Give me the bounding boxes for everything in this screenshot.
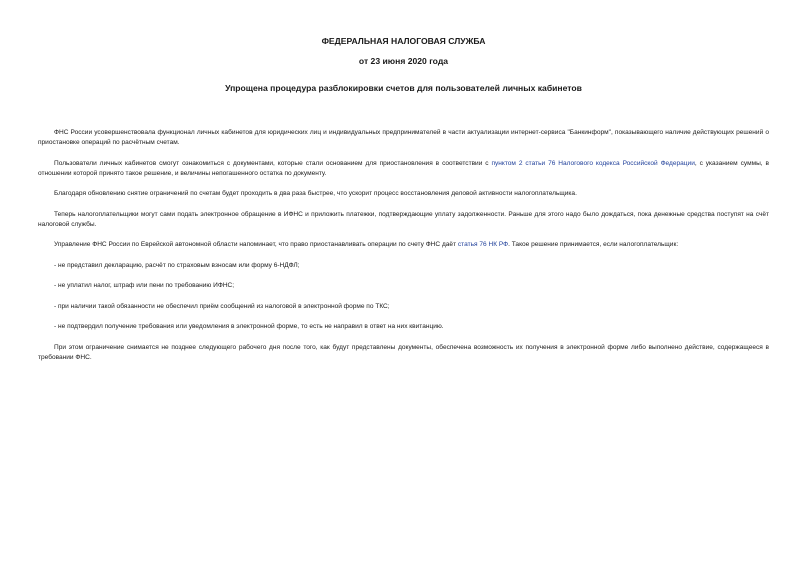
list-item-2: - не уплатил налог, штраф или пени по требованию ИФНС; [54,282,235,289]
tax-code-article-76-link[interactable]: статья 76 НК РФ [457,241,509,248]
paragraph-5-text-after: . Такое решение принимается, если налогоплательщик: [508,241,679,248]
paragraph-1: ФНС России усовершенствовала функционал личных кабинетов для юридических лиц и индивидуальных предпринимателей в части актуализации интернет-сервиса "Банкинформ", показывающего наличие действующих решений о приостановке операций по расчётным счетам. [38,129,769,146]
paragraph-5 [38,240,769,250]
document-body [38,128,769,363]
paragraph-2 [38,159,769,179]
tax-code-article-76-p2-link[interactable]: пунктом 2 статьи 76 Налогового кодекса Российской Федерации [491,159,695,167]
paragraph-4: Теперь налогоплательщики могут сами подать электронное обращение в ИФНС и приложить платежки, подтверждающие уплату задолженности. Раньше для этого надо было дождаться, пока денежные средства поступят на счёт налоговой службы. [38,210,769,228]
document-date: от 23 июня 2020 года [358,56,449,66]
list-item-4: - не подтвердил получение требования или уведомления в электронной форме, то есть не направил в ответ на них квитанцию. [54,323,444,330]
document-page [38,0,769,373]
paragraph-3: Благодаря обновлению снятие ограничений по счетам будет проходить в два раза быстрее, что ускорит процесс восстановления деловой активности налогоплательщика. [54,190,577,197]
list-item-1: - не представил декларацию, расчёт по страховым взносам или форму 6-НДФЛ; [54,261,300,269]
list-item-3: - при наличии такой обязанности не обеспечил приём сообщений из налоговой в электронной форме по ТКС; [54,302,390,310]
paragraph-2-text-before: Пользователи личных кабинетов смогут ознакомиться с документами, которые стали основанием для приостановления в соответствии с [54,159,492,167]
paragraph-5-text-before: Управление ФНС России по Еврейской автономной области напоминает, что право приостанавливать операции по счету ФНС даёт [54,241,458,248]
paragraph-2-text-after: , с указанием суммы, в отношении которой принято такое решение, и величины непогашенного остатка по документу. [38,159,769,177]
agency-name: ФЕДЕРАЛЬНАЯ НАЛОГОВАЯ СЛУЖБА [321,36,486,46]
document-title: Упрощена процедура разблокировки счетов для пользователей личных кабинетов [225,83,582,93]
paragraph-6: При этом ограничение снимается не позднее следующего рабочего дня после того, как будут представлены документы, обеспечена возможность их получения в электронной форме либо выполнено действие, содержащееся в требовании ФНС. [38,343,769,361]
